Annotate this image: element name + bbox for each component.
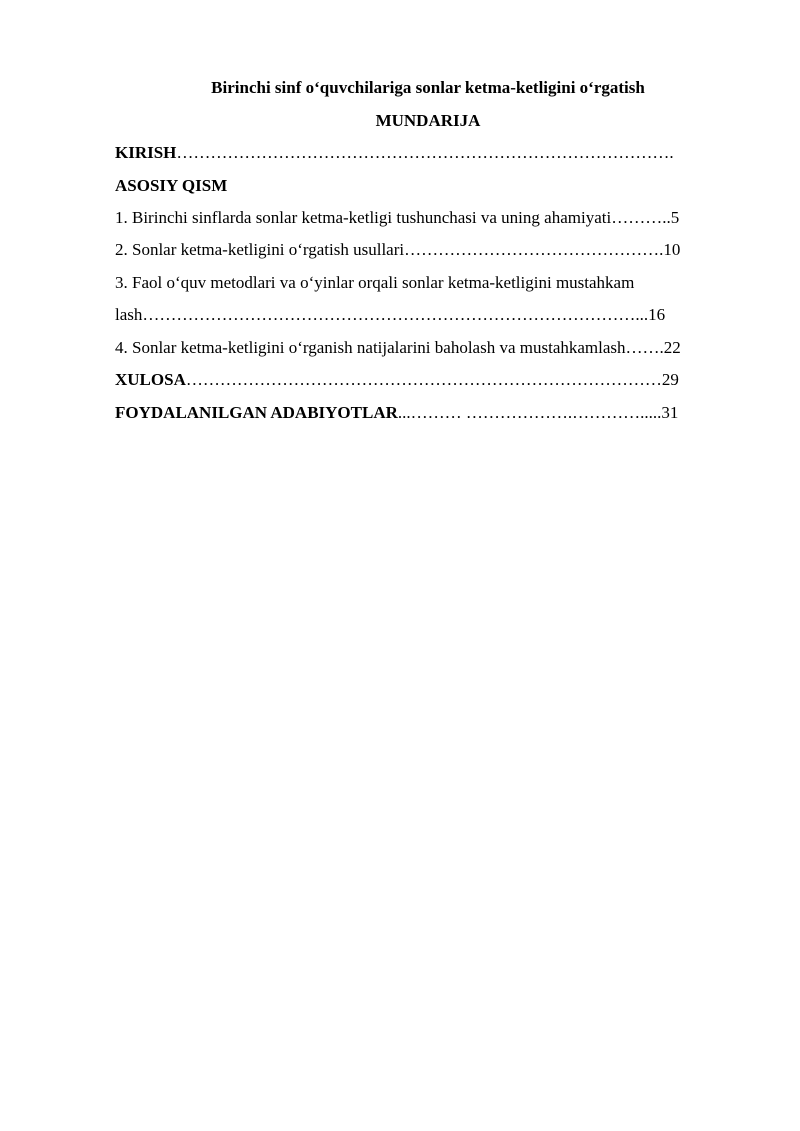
toc-entry-xulosa [115,369,679,391]
toc-page-number: 16 [648,305,666,324]
toc-entry-4 [115,337,681,359]
toc-entry-label: KIRISH [115,143,177,162]
toc-entry-text: lash……………………………………………………………………………... [115,305,649,324]
toc-entry-3-line2 [115,304,665,326]
toc-page-number: 31 [661,403,679,422]
toc-entry-label: XULOSA [115,370,186,389]
toc-entry-3-line1: 3. Faol o‘quv metodlari va o‘yinlar orqali sonlar ketma-ketligini mustahkam [115,273,635,292]
toc-leader-dots: ...……… ……………….…………..... [397,403,662,422]
toc-entry-1 [115,207,679,229]
toc-entry-text: 4. Sonlar ketma-ketligini o‘rganish natijalarini baholash va mustahkamlash……. [115,338,664,357]
toc-entry-2 [115,239,680,261]
toc-section-asosiy: ASOSIY QISM [115,176,228,195]
document-title: Birinchi sinf o‘quvchilariga sonlar ketma-ketligini o‘rgatish [211,78,645,97]
toc-entry-text: 2. Sonlar ketma-ketligini o‘rgatish usullari………………………………………. [115,240,664,259]
toc-page-number: 5 [670,208,680,227]
toc-page-number: 22 [663,338,681,357]
toc-page-number: 10 [663,240,681,259]
toc-entry-label: FOYDALANILGAN ADABIYOTLAR [115,403,398,422]
toc-entry-foydalanilgan [115,402,678,424]
toc-page-number: 29 [661,370,679,389]
toc-entry-text: 1. Birinchi sinflarda sonlar ketma-ketligi tushunchasi va uning ahamiyati……….. [115,208,671,227]
toc-leader-dots: ……………………………………………………………………………. [176,143,674,162]
toc-leader-dots: ………………………………………………………………………… [185,370,662,389]
toc-heading: MUNDARIJA [375,111,481,130]
toc-entry-kirish [115,142,674,164]
